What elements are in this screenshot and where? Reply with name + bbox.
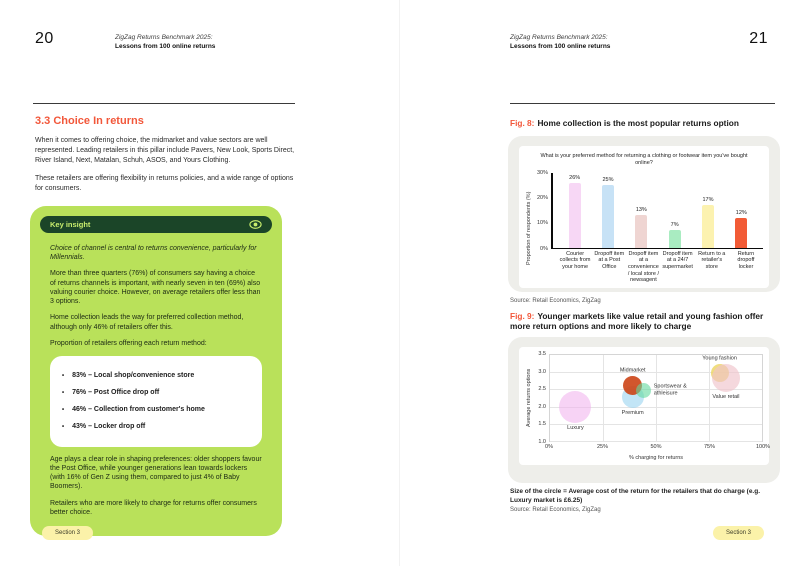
page-right <box>400 0 800 566</box>
y-tick-label: 0% <box>540 245 548 252</box>
bar-value-label: 25% <box>602 177 614 184</box>
bar-column <box>691 173 724 248</box>
fig9-y-axis-label: Average returns options <box>526 368 532 428</box>
fig8-source: Source: Retail Economics, ZigZag <box>510 298 601 304</box>
fig9-chart-area <box>519 347 769 465</box>
bubble-label: Midmarket <box>619 368 646 375</box>
y-tick-label: 1.5 <box>538 421 546 428</box>
y-tick-label: 2.0 <box>538 403 546 410</box>
bar-value-label: 17% <box>702 197 714 204</box>
y-tick-label: 2.5 <box>538 386 546 393</box>
bubble <box>559 391 591 423</box>
bar-column <box>625 173 658 248</box>
bar-column <box>725 173 758 248</box>
page-number-right: 21 <box>749 30 768 47</box>
bar-value-label: 12% <box>735 209 747 216</box>
running-header-left <box>115 33 215 52</box>
y-tick-label: 1.0 <box>538 439 546 445</box>
fig8-category-labels <box>558 251 763 284</box>
x-tick-label: 100% <box>755 444 771 450</box>
report-subtitle: Lessons from 100 online returns <box>510 43 611 51</box>
intro-paragraph-2: These retailers are offering flexibility in returns policies, and a wide range of options for consumers. <box>35 175 294 192</box>
list-item: • 46% – Collection from customer's home <box>60 405 252 415</box>
bar <box>635 215 647 248</box>
key-insight-box <box>30 206 282 536</box>
insight-paragraph-4: Age plays a clear role in shaping preferences: older shoppers favour the Post Office, while younger generations lean towards lockers (with 16% of Gen Z using them, compared to just 4% of Baby Boomers). <box>50 455 262 491</box>
bar-value-label: 13% <box>635 207 647 214</box>
bar-column <box>658 173 691 248</box>
bar-category-label: Dropoff item at a 24/7 supermarket <box>662 250 693 270</box>
y-tick-label: 3.0 <box>538 368 546 375</box>
list-item: • 76% – Post Office drop off <box>60 388 252 398</box>
x-tick-label: 50% <box>650 444 662 450</box>
bar-category-label: Return to a retailer's store <box>698 250 726 270</box>
page-number-left: 20 <box>35 30 54 47</box>
fig8-caption <box>510 118 782 128</box>
key-insight-content <box>40 233 272 517</box>
bar-column <box>558 173 591 248</box>
bubble-label: Value retail <box>712 393 740 400</box>
report-title: ZigZag Returns Benchmark 2025: <box>115 34 213 41</box>
fig8-y-axis-label: Proportion of respondents (%) <box>526 191 532 265</box>
bar-category-label: Dropoff item at a Post Office <box>594 250 625 270</box>
fig9-y-ticks <box>534 351 549 445</box>
bubble-label: Young fashion <box>702 355 737 362</box>
bar-column <box>591 173 624 248</box>
bar <box>569 183 581 248</box>
running-header-right <box>510 33 610 52</box>
section-heading: 3.3 Choice In returns <box>35 115 144 127</box>
insight-paragraph-3: Proportion of retailers offering each return method: <box>50 339 207 347</box>
bar <box>702 205 714 248</box>
section-badge-right: Section 3 <box>713 526 764 540</box>
fig9-plot <box>549 354 763 442</box>
header-divider-right <box>510 103 775 104</box>
gridline <box>603 355 604 441</box>
section-badge-left: Section 3 <box>42 526 93 540</box>
key-insight-label: Key insight <box>50 220 91 229</box>
fig9-caption <box>510 311 782 332</box>
gridline <box>709 355 710 441</box>
fig8-label: Fig. 8: <box>510 118 535 128</box>
insight-paragraph-1: More than three quarters (76%) of consumers say having a choice of returns channels is important, with nearly seven in ten (69%) also valuing courier choice. However, on average retailers offer less than 3 options. <box>50 270 261 306</box>
x-tick-label: 0% <box>545 444 553 450</box>
x-tick-label: 75% <box>703 444 716 450</box>
report-title: ZigZag Returns Benchmark 2025: <box>510 34 608 41</box>
return-methods-list <box>50 356 262 447</box>
fig8-chart-card <box>508 136 780 292</box>
x-tick-label: 25% <box>596 444 609 450</box>
list-item: • 83% – Local shop/convenience store <box>60 371 252 381</box>
fig8-chart-title: What is your preferred method for returning a clothing or footwear item you've bought online? <box>540 153 748 166</box>
y-tick-label: 20% <box>536 195 548 202</box>
y-tick-label: 3.5 <box>538 351 546 357</box>
bubble-label: Luxury <box>567 424 584 431</box>
intro-paragraph-1: When it comes to offering choice, the midmarket and value sectors are well represented. Leading retailers in this pillar include Pavers, New Look, Sports Direct, River Island, Next, Matalan, Schuh, ASOS, and Yours Clothing. <box>35 137 295 164</box>
insight-paragraph-5: Retailers who are more likely to charge for returns offer consumers better choice. <box>50 499 257 516</box>
bubble-label: Sportswear & athleisure <box>653 384 687 397</box>
fig9-x-axis-label: % charging for returns <box>628 455 684 461</box>
gridline <box>550 441 762 442</box>
fig9-chart-card <box>508 337 780 483</box>
fig9-source: Source: Retail Economics, ZigZag <box>510 507 601 513</box>
header-divider-left <box>33 103 295 104</box>
fig9-title: Younger markets like value retail and young fashion offer more return options and more likely to charge <box>510 311 764 332</box>
bar-value-label: 26% <box>569 174 581 181</box>
bar-category-label: Dropoff item at a convenience / local store / newsagent <box>627 250 660 284</box>
fig8-chart-area <box>519 146 769 288</box>
insight-intro: Choice of channel is central to returns convenience, particularly for Millennials. <box>50 245 257 262</box>
y-tick-label: 30% <box>536 169 548 176</box>
bar-category-label: Return dropoff locker <box>737 250 755 270</box>
insight-paragraph-2: Home collection leads the way for preferred collection method, although only 46% of retailers offer this. <box>50 314 244 331</box>
fig8-title: Home collection is the most popular returns option <box>537 118 739 128</box>
bar <box>602 185 614 248</box>
y-tick-label: 10% <box>536 220 548 227</box>
report-subtitle: Lessons from 100 online returns <box>115 43 216 51</box>
eye-icon <box>249 220 262 229</box>
bubble-label: Premium <box>621 410 644 417</box>
fig8-y-ticks <box>534 169 551 252</box>
fig9-x-ticks <box>545 444 771 453</box>
bar-category-label: Courier collects from your home <box>559 250 591 270</box>
fig9-note: Size of the circle = Average cost of the return for the retailers that do charge (e.g. Luxury market is £6.25) <box>510 488 761 504</box>
bubble <box>712 364 740 392</box>
bar-value-label: 7% <box>670 222 679 229</box>
key-insight-header <box>40 216 272 233</box>
fig9-label: Fig. 9: <box>510 311 535 321</box>
fig8-plot <box>551 173 763 249</box>
list-item: • 43% – Locker drop off <box>60 422 252 432</box>
page-fold <box>399 0 400 566</box>
bar <box>669 230 681 248</box>
gridline <box>656 355 657 441</box>
bar <box>735 218 747 248</box>
bubble <box>636 383 651 398</box>
